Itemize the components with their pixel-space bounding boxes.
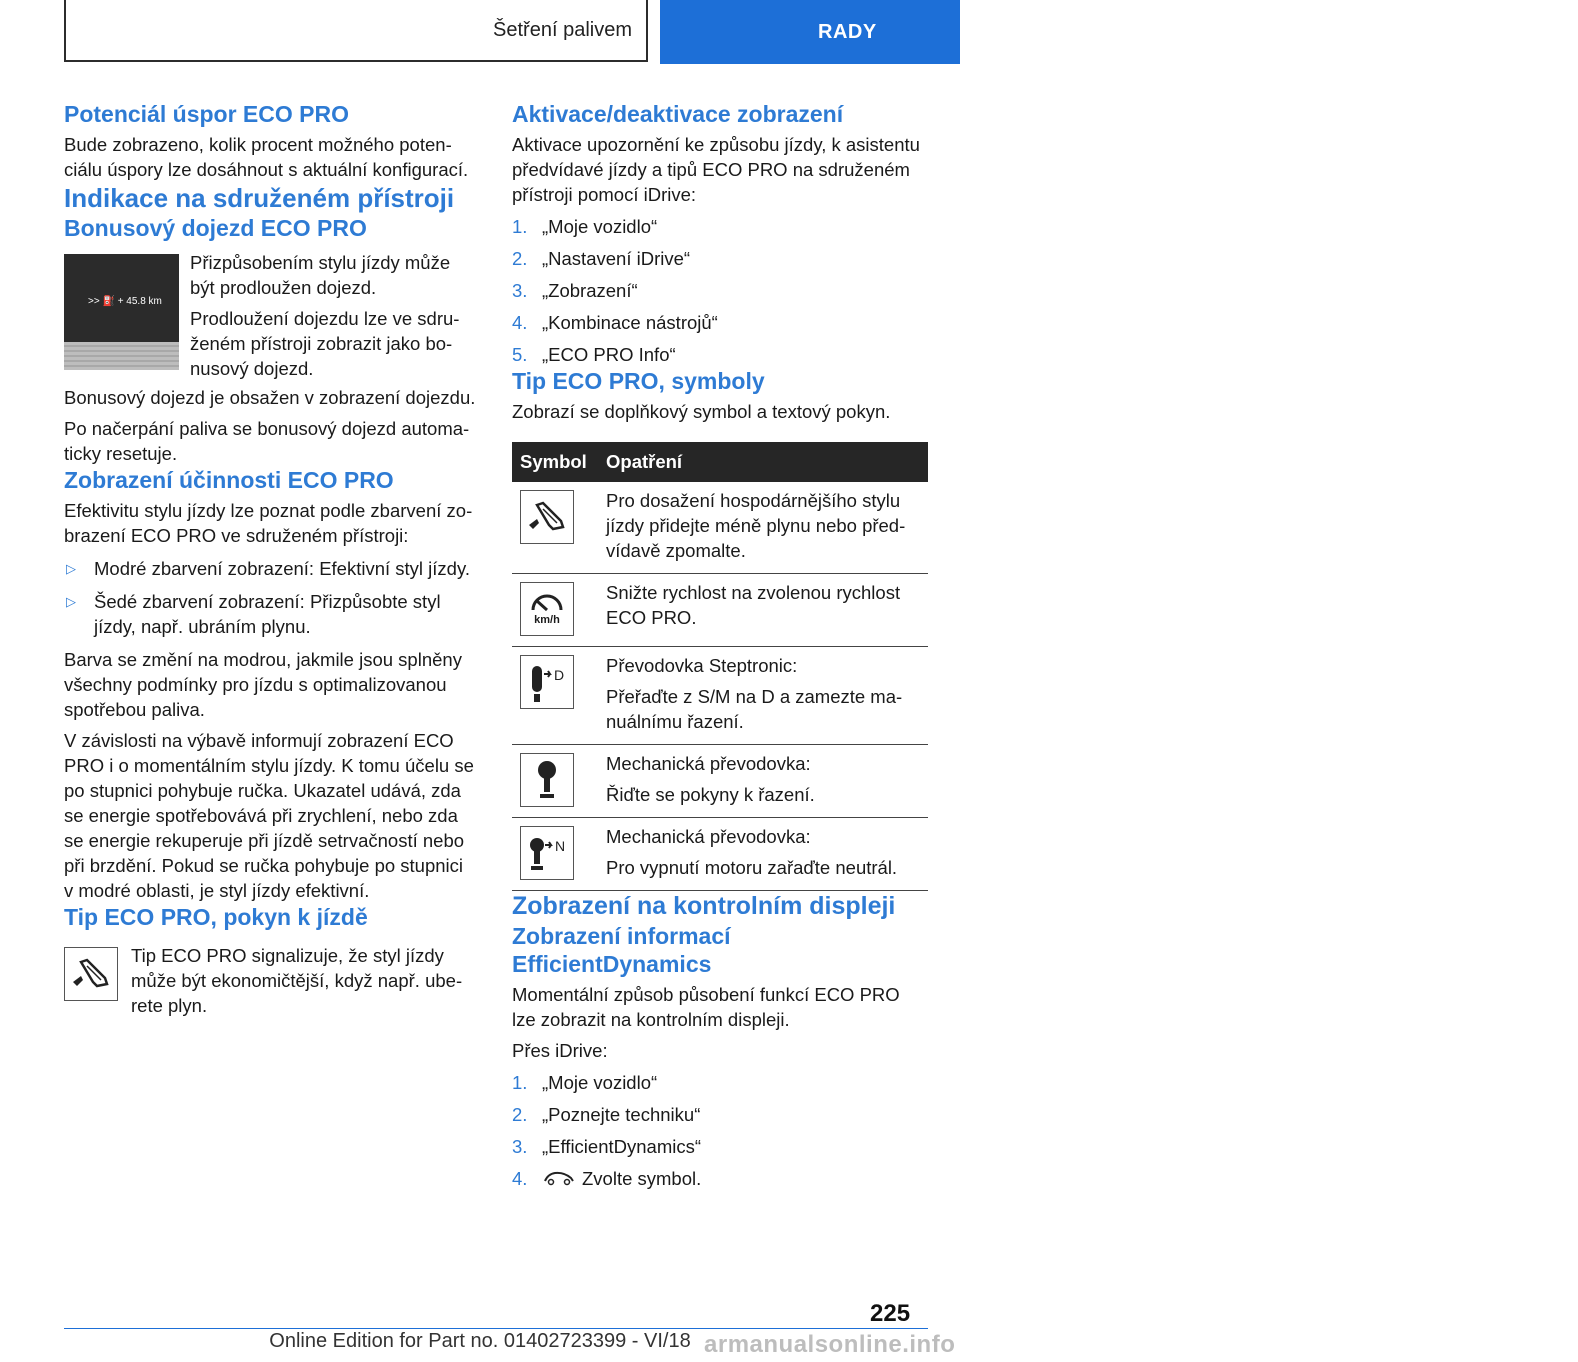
speedometer-kmh-icon: km/h	[520, 582, 574, 636]
bonus-paragraph-1: Přizpůsobením stylu jízdy může být prodloužen dojezd.	[190, 252, 451, 298]
steps-list-1	[512, 214, 928, 367]
list-item: 3. „EfficientDynamics“	[512, 1136, 702, 1157]
efficient-paragraph-2: Přes iDrive:	[512, 1040, 608, 1061]
list-item: 1. „Moje vozidlo“	[512, 1072, 658, 1093]
svg-text:D: D	[554, 667, 565, 683]
steps-list-2	[512, 1070, 928, 1193]
tab-rady[interactable]	[660, 0, 1570, 64]
list-item: 4. Zvolte symbol.	[512, 1166, 928, 1193]
triangle-icon: ▷	[66, 594, 76, 609]
table-row: km/h Snižte rychlost na zvolenou rychlost ECO PRO.	[512, 574, 928, 647]
section-title: Šetření palivem	[64, 0, 648, 62]
gear-lever-icon	[520, 753, 574, 807]
bonus-paragraph-4: Po načerpání paliva se bonusový dojezd automaticky resetuje.	[64, 418, 470, 464]
heading-efficient: Zobrazení informací EfficientDynamics	[512, 923, 731, 977]
pedal-foot-icon	[520, 490, 574, 544]
heading-tip: Tip ECO PRO, pokyn k jízdě	[64, 904, 368, 930]
list-item: ▷ Šedé zbarvení zobrazení: Přizpůsobte styl jízdy, např. ubráním plynu.	[66, 591, 441, 637]
tab-rady-label: RADY	[818, 20, 877, 43]
heading-indikace: Indikace na sdruženém přístroji	[64, 183, 455, 213]
list-item: ▷ Modré zbarvení zobrazení: Efektivní styl jízdy.	[66, 558, 470, 579]
col-header-symbol: Symbol	[512, 442, 598, 482]
right-column	[512, 100, 928, 1193]
efficient-paragraph-1: Momentální způsob působení funkcí ECO PRO lze zobrazit na kontrolním displeji.	[512, 984, 900, 1030]
heading-symboly: Tip ECO PRO, symboly	[512, 368, 765, 394]
triangle-icon: ▷	[66, 561, 76, 576]
col-header-opatreni: Opatření	[598, 442, 928, 482]
watermark: armanualsonline.info	[704, 1331, 956, 1358]
table-row: D Převodovka Steptronic: Přeřaďte z S/M na D a zamezte manuálnímu řazení.	[512, 647, 928, 745]
heading-bonus: Bonusový dojezd ECO PRO	[64, 215, 367, 241]
bonus-block	[64, 250, 476, 381]
aktivace-paragraph: Aktivace upozornění ke způsobu jízdy, k asistentu předvídavé jízdy a tipů ECO PRO na sdruženém přístroji pomocí iDrive:	[512, 134, 920, 205]
list-item: 2. „Nastavení iDrive“	[512, 248, 691, 269]
pedal-foot-icon	[64, 947, 118, 1001]
gear-lever-d-icon	[520, 655, 574, 709]
ucinnost-paragraph-2: Barva se změní na modrou, jakmile jsou splněny všechny podmínky pro jízdu s optimalizovanou spotřebou paliva.	[64, 649, 462, 720]
efficient-dynamics-icon	[542, 1168, 576, 1193]
list-item: 2. „Poznejte techniku“	[512, 1104, 701, 1125]
table-row: Mechanická převodovka: Řiďte se pokyny k řazení.	[512, 745, 928, 818]
svg-text:N: N	[555, 838, 566, 854]
bonus-paragraph-2: Prodloužení dojezdu lze ve sdruženém přístroji zobrazit jako bonusový dojezd.	[190, 308, 460, 379]
bonus-paragraph-3: Bonusový dojezd je obsažen v zobrazení dojezdu.	[64, 387, 476, 408]
table-row: N Mechanická převodovka: Pro vypnutí motoru zařaďte neutrál.	[512, 818, 928, 891]
ucinnost-paragraph-1: Efektivitu stylu jízdy lze poznat podle zbarvení zobrazení ECO PRO ve sdruženém přístroji:	[64, 500, 473, 546]
tip-block	[64, 943, 476, 1023]
tip-paragraph: Tip ECO PRO signalizuje, že styl jízdy může být ekonomičtější, když např. uberete plyn.	[131, 945, 463, 1016]
symbol-table	[512, 442, 928, 891]
list-item: 5. „ECO PRO Info“	[512, 344, 676, 365]
left-column	[64, 100, 476, 1023]
heading-potencial: Potenciál úspor ECO PRO	[64, 101, 349, 127]
info-icon[interactable]: i	[1556, 26, 1578, 48]
ucinnost-paragraph-3: V závislosti na výbavě informují zobrazení ECO PRO i o momentálním stylu jízdy. K tomu účelu se po stupnici pohybuje ručka. Ukazatel udává, zda se energie spotřebovává při zrychlení, nebo zda se energie rekuperuje při jízdě setrvačností nebo při brzdění. Pokud se ručka pohybuje po stupnici v modré oblasti, je styl jízdy efektivní.	[64, 730, 474, 901]
gear-lever-n-icon	[520, 826, 574, 880]
cluster-display-text: >> ⛽ + 45.8 km	[88, 296, 162, 307]
symboly-paragraph: Zobrazí se doplňkový symbol a textový pokyn.	[512, 401, 891, 422]
page-header	[0, 0, 1570, 66]
list-item: 1. „Moje vozidlo“	[512, 216, 658, 237]
footer-divider	[64, 1328, 928, 1329]
page-number: 225	[870, 1300, 911, 1327]
table-row: Pro dosažení hospodárnějšího stylu jízdy přidejte méně plynu nebo předvídavě zpomalte.	[512, 482, 928, 574]
edition-text: Online Edition for Part no. 01402723399 - VI/18	[269, 1330, 691, 1352]
heading-kontrolni: Zobrazení na kontrolním displeji	[512, 892, 896, 920]
paragraph-potencial: Bude zobrazeno, kolik procent možného potenciálu úspory lze dosáhnout s aktuální konfigurací.	[64, 134, 469, 180]
list-item: 4. „Kombinace nástrojů“	[512, 312, 718, 333]
cluster-display-image	[64, 254, 179, 370]
ucinnost-bullets	[64, 556, 476, 639]
heading-aktivace: Aktivace/deaktivace zobrazení	[512, 101, 844, 127]
list-item: 3. „Zobrazení“	[512, 280, 638, 301]
heading-ucinnost: Zobrazení účinnosti ECO PRO	[64, 467, 394, 493]
